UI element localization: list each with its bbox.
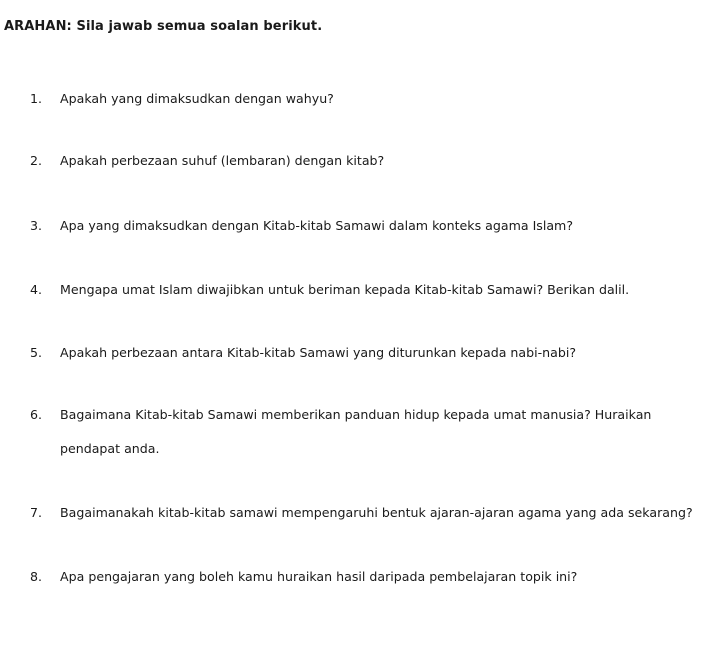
- question-text: Apakah yang dimaksudkan dengan wahyu?: [60, 91, 334, 106]
- question-number: 3.: [30, 218, 43, 233]
- question-text: Apakah perbezaan suhuf (lembaran) dengan kitab?: [60, 153, 385, 168]
- question-item: [30, 398, 720, 466]
- question-item: [30, 209, 720, 243]
- question-text: Bagaimana Kitab-kitab Samawi memberikan panduan hidup kepada umat manusia? Huraikan pendapat anda.: [60, 407, 652, 456]
- question-item: [30, 82, 720, 116]
- question-text: Mengapa umat Islam diwajibkan untuk beriman kepada Kitab-kitab Samawi? Berikan dalil.: [60, 282, 630, 297]
- question-number: 2.: [30, 153, 43, 168]
- question-text: Apa yang dimaksudkan dengan Kitab-kitab Samawi dalam konteks agama Islam?: [60, 218, 574, 233]
- question-text: Apa pengajaran yang boleh kamu huraikan hasil daripada pembelajaran topik ini?: [60, 569, 578, 584]
- question-text: Bagaimanakah kitab-kitab samawi mempengaruhi bentuk ajaran-ajaran agama yang ada sekarang?: [60, 505, 693, 520]
- question-text: Apakah perbezaan antara Kitab-kitab Samawi yang diturunkan kepada nabi-nabi?: [60, 345, 577, 360]
- question-number: 4.: [30, 282, 43, 297]
- question-number: 7.: [30, 505, 43, 520]
- question-item: [30, 560, 720, 594]
- question-item: [30, 336, 720, 370]
- question-number: 6.: [30, 407, 43, 422]
- question-item: [30, 144, 720, 178]
- question-item: [30, 273, 720, 307]
- question-number: 8.: [30, 569, 43, 584]
- question-number: 5.: [30, 345, 43, 360]
- question-item: [30, 496, 720, 530]
- question-number: 1.: [30, 91, 43, 106]
- instruction-heading: ARAHAN: Sila jawab semua soalan berikut.: [4, 19, 323, 34]
